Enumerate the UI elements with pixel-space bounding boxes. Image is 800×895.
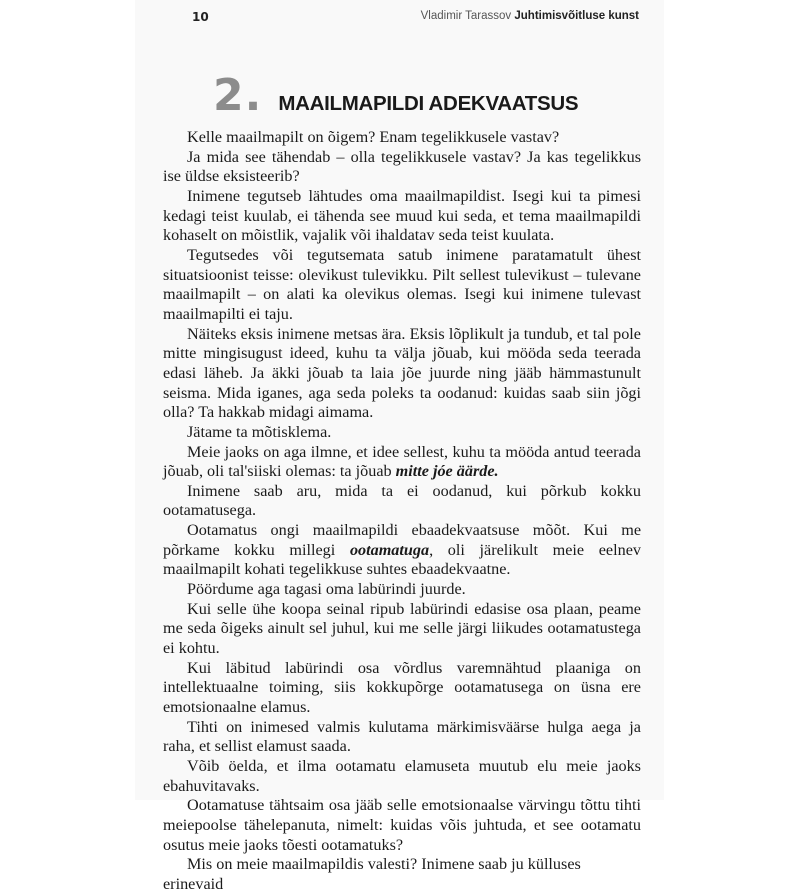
paragraph: Kui selle ühe koopa seinal ripub labürindi edasise osa plaan, peame me seda õigeks ainult sel juhul, kui me selle järgi liikudes ootamatustega ei kohtu. [163,599,641,658]
paragraph: Tegutsedes või tegutsemata satub inimene paratamatult ühest situatsioonist teisse: olevikust tulevikku. Pilt sellest tulevikust – tulevane maailmapilt – on alati ka olevikus olemas. Isegi kui inimene tulevast maailmapilti ei taju. [163,245,641,323]
paragraph: Tihti on inimesed valmis kulutama märkimisväärse hulga aega ja raha, et sellist elamust saada. [163,717,641,756]
running-head-title: Juhtimisvõitluse kunst [514,10,639,22]
paragraph: Inimene saab aru, mida ta ei oodanud, kui põrkub kokku ootamatusega. [163,481,641,520]
paragraph-text: , oli järelikult meie eelnev maailmapilt kohati tegelikkuse suhtes ebaadekvaatne. [163,540,641,579]
running-head-author: Vladimir Tarassov [420,10,512,22]
paragraph [163,521,641,580]
page-number: 10 [192,10,209,24]
paragraph: Näiteks eksis inimene metsas ära. Eksis lõplikult ja tundub, et tal pole mitte mingisugust ideed, kuhu ta välja jõuab, kui mööda seda teerada edasi läheb. Ja äkki jõuab ta laia jõe juurde ning jääb hämmastunult seisma. Mida iganes, aga seda poleks ta oodanud: kuidas saab siin jõgi olla? Ta hakkab midagi aimama. [163,324,641,422]
paragraph-text: Meie jaoks on aga ilmne, et idee sellest, kuhu ta mööda antud teerada jõuab, oli tal'siiski olemas: ta jõuab [163,442,641,481]
chapter-heading [213,70,578,121]
paragraph: Ja mida see tähendab – olla tegelikkusele vastav? Ja kas tegelikkus ise üldse eksisteerib? [163,147,641,186]
paragraph: Jätame ta mõtisklema. [187,422,332,441]
paragraph [163,443,641,482]
body-text [163,128,641,895]
paragraph: Ootamatuse tähtsaim osa jääb selle emotsionaalse värvingu tõttu tihti meiepoolse tähelepanuta, nimelt: kuidas võis juhtuda, et see ootamatu osutus meie jaoks tõesti ootamatuks? [163,796,641,854]
paragraph: Mis on meie maailmapildis valesti? Inimene saab ju külluses erinevaid [163,855,581,893]
book-page [135,0,664,893]
paragraph: Kelle maailmapilt on õigem? Enam tegelikkusele vastav? [187,128,560,146]
chapter-number: 2. [213,70,263,121]
paragraph: Pöördume aga tagasi oma labürindi juurde. [187,580,466,599]
emphasis-text: ootamatuga [349,540,430,559]
chapter-title: MAAILMAPILDI ADEKVAATSUS [278,92,579,115]
paragraph: Võib öelda, et ilma ootamatu elamuseta muutub elu meie jaoks ebahuvitavaks. [163,757,641,795]
paragraph: Kui läbitud labürindi osa võrdlus varemnähtud plaaniga on intellektuaalne toiming, siis kokkupõrge ootamatusega on üsna ere emotsionaalne elamus. [163,658,641,717]
paragraph-text: Ootamatus ongi maailmapildi ebaadekvaatsuse mõõt. Kui me põrkame kokku millegi [163,521,641,559]
emphasis-text: mitte jóe äärde. [395,462,499,481]
running-head [421,10,639,22]
paragraph: Inimene tegutseb lähtudes oma maailmapildist. Isegi kui ta pimesi kedagi teist kuulab, ei tähenda see muud kui seda, et tema maailmapildi kohaselt on mõistlik, vajalik või ihaldatav seda teist kuulata. [163,186,641,245]
